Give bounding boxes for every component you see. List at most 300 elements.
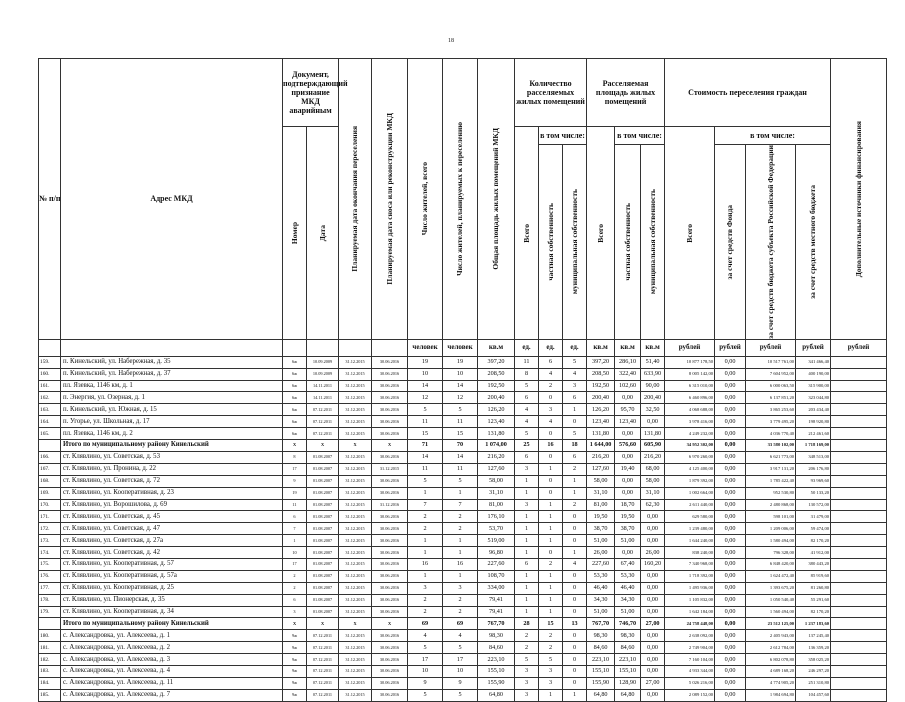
- cell-q: 2: [515, 642, 539, 654]
- cell-ce: [831, 642, 887, 654]
- cell-ce: [831, 582, 887, 594]
- cell-date: 07.12.2011: [307, 630, 339, 642]
- cell-ce: [831, 440, 887, 452]
- cell-no: 17: [283, 558, 307, 570]
- table-row: [39, 511, 887, 523]
- cell-cl: 246 297,20: [796, 665, 831, 677]
- cell-cl: 1 718 169,00: [796, 440, 831, 452]
- cell-n: [39, 440, 61, 452]
- header-doc-number: Номер: [283, 127, 307, 340]
- cell-cl: 1 237 183,60: [796, 618, 831, 630]
- cell-date: 14.11.2011: [307, 392, 339, 404]
- cell-c: 1 002 664,00: [665, 487, 715, 499]
- cell-ap: 322,40: [615, 368, 641, 380]
- cell-ap: 64,80: [615, 689, 641, 701]
- cell-cf: 0,00: [715, 404, 746, 416]
- cell-dem: 30.06.2016: [372, 558, 408, 570]
- units-row: [39, 339, 887, 356]
- header-cost-group: Стоимость переселения граждан: [665, 59, 831, 127]
- cell-end: 31.12.2015: [339, 523, 372, 535]
- cell-n: 171.: [39, 511, 61, 523]
- cell-res: 1: [408, 570, 443, 582]
- cell-ce: [831, 487, 887, 499]
- cell-dem: 30.06.2016: [372, 642, 408, 654]
- table-row: [39, 677, 887, 689]
- cell-rp: 4: [443, 630, 478, 642]
- cell-end: 31.12.2015: [339, 558, 372, 570]
- cell-q: 3: [515, 677, 539, 689]
- cell-a: 131,80: [587, 428, 615, 440]
- cell-no: 9: [283, 475, 307, 487]
- cell-dem: X: [372, 618, 408, 630]
- cell-area: 1 074,00: [478, 440, 515, 452]
- cell-qm: 1: [563, 475, 587, 487]
- table-row: [39, 582, 887, 594]
- cell-qp: 4: [539, 368, 563, 380]
- cell-addr: пл. Язевка, 1146 км, д. 2: [61, 428, 283, 440]
- cell-a: 98,30: [587, 630, 615, 642]
- cell-a: 64,80: [587, 689, 615, 701]
- unit-cell: человек: [443, 339, 478, 356]
- cell-cs: 1 984 694,80: [746, 689, 796, 701]
- table-row: [39, 475, 887, 487]
- cell-rp: 19: [443, 356, 478, 368]
- cell-res: 1: [408, 535, 443, 547]
- cell-end: 31.12.2015: [339, 594, 372, 606]
- cell-res: 2: [408, 594, 443, 606]
- cell-a: 155,10: [587, 665, 615, 677]
- cell-c: 10 877 178,50: [665, 356, 715, 368]
- cell-qp: 3: [539, 665, 563, 677]
- cell-ce: [831, 380, 887, 392]
- cell-a: 19,50: [587, 511, 615, 523]
- cell-cf: 0,00: [715, 618, 746, 630]
- cell-q: 4: [515, 404, 539, 416]
- cell-cs: 6 802 078,80: [746, 654, 796, 666]
- cell-c: 4 933 344,00: [665, 665, 715, 677]
- cell-qm: 1: [563, 689, 587, 701]
- cell-dem: 30.06.2016: [372, 368, 408, 380]
- table-row: [39, 654, 887, 666]
- cell-n: 179.: [39, 606, 61, 618]
- cell-am: 160,20: [641, 558, 665, 570]
- cell-dem: 30.06.2016: [372, 547, 408, 559]
- cell-date: X: [307, 618, 339, 630]
- cell-n: 170.: [39, 499, 61, 511]
- cell-c: 1 495 936,00: [665, 582, 715, 594]
- cell-cf: 0,00: [715, 416, 746, 428]
- cell-addr: пл. Язевка, 1146 км, д. 1: [61, 380, 283, 392]
- cell-addr: с. Александровка, ул. Алексеева, д. 1: [61, 630, 283, 642]
- cell-qp: 2: [539, 630, 563, 642]
- cell-c: 4 125 400,00: [665, 463, 715, 475]
- cell-q: 1: [515, 511, 539, 523]
- cell-rp: 11: [443, 463, 478, 475]
- table-row: [39, 356, 887, 368]
- cell-qm: 0: [563, 535, 587, 547]
- cell-qm: 13: [563, 618, 587, 630]
- cell-date: 07.12.2011: [307, 665, 339, 677]
- cell-ap: 223,10: [615, 654, 641, 666]
- cell-cs: 6 848 420,00: [746, 558, 796, 570]
- cell-end: 31.12.2015: [339, 642, 372, 654]
- cell-res: 16: [408, 558, 443, 570]
- cell-cs: 4 036 770,40: [746, 428, 796, 440]
- cell-no: X: [283, 618, 307, 630]
- cell-dem: 30.06.2016: [372, 356, 408, 368]
- cell-dem: 30.06.2016: [372, 380, 408, 392]
- cell-qm: 0: [563, 594, 587, 606]
- cell-addr: п. Кинельский, ул. Набережная, д. 37: [61, 368, 283, 380]
- cell-c: 1 718 392,00: [665, 570, 715, 582]
- cell-qm: 2: [563, 499, 587, 511]
- cell-cl: 203 434,40: [796, 404, 831, 416]
- cell-addr: ст. Клявлино, ул. Кооперативная, д. 57а: [61, 570, 283, 582]
- header-qty-municipal: муниципальная собственность: [563, 145, 587, 340]
- cell-c: 34 952 302,00: [665, 440, 715, 452]
- cell-qm: 4: [563, 558, 587, 570]
- cell-res: 5: [408, 404, 443, 416]
- cell-area: 96,80: [478, 547, 515, 559]
- header-area-total: Общая площадь жилых помещений МКД: [478, 59, 515, 340]
- cell-cs: 2 612 784,00: [746, 642, 796, 654]
- cell-cl: 323 044,80: [796, 392, 831, 404]
- cell-n: 185.: [39, 689, 61, 701]
- cell-cl: 315 900,00: [796, 380, 831, 392]
- cell-c: 4 249 232,00: [665, 428, 715, 440]
- cell-end: 31.12.2015: [339, 368, 372, 380]
- cell-cs: 2 480 868,00: [746, 499, 796, 511]
- cell-rp: 2: [443, 523, 478, 535]
- cell-ce: [831, 463, 887, 475]
- cell-dem: 30.06.2016: [372, 594, 408, 606]
- unit-cell: кв.м: [615, 339, 641, 356]
- cell-qp: 3: [539, 677, 563, 689]
- cell-ap: 0,00: [615, 451, 641, 463]
- cell-qm: 0: [563, 511, 587, 523]
- cell-dem: 30.06.2016: [372, 404, 408, 416]
- cell-addr: п. Кинельский, ул. Южная, д. 15: [61, 404, 283, 416]
- cell-end: 31.12.2015: [339, 380, 372, 392]
- cell-cf: 0,00: [715, 428, 746, 440]
- cell-q: 11: [515, 356, 539, 368]
- cell-am: 62,30: [641, 499, 665, 511]
- cell-qp: 2: [539, 380, 563, 392]
- header-cost-fund: за счет средств Фонда: [715, 145, 746, 340]
- cell-qm: 18: [563, 440, 587, 452]
- cell-cl: 341 466,40: [796, 356, 831, 368]
- cell-dem: 30.06.2016: [372, 606, 408, 618]
- page-number: 18: [448, 38, 454, 44]
- cell-no: 9ж: [283, 654, 307, 666]
- cell-am: 216,20: [641, 451, 665, 463]
- cell-q: 4: [515, 416, 539, 428]
- cell-am: 0,00: [641, 570, 665, 582]
- table-row: [39, 416, 887, 428]
- cell-res: 5: [408, 475, 443, 487]
- cell-area: 123,40: [478, 416, 515, 428]
- cell-ce: [831, 558, 887, 570]
- cell-a: 51,00: [587, 606, 615, 618]
- unit-cell: рублей: [796, 339, 831, 356]
- cell-res: 14: [408, 451, 443, 463]
- cell-cf: 0,00: [715, 558, 746, 570]
- cell-q: 1: [515, 582, 539, 594]
- cell-rp: 12: [443, 392, 478, 404]
- cell-rp: 10: [443, 368, 478, 380]
- table-row: [39, 606, 887, 618]
- cell-cf: 0,00: [715, 475, 746, 487]
- cell-qm: 5: [563, 356, 587, 368]
- cell-date: 01.08.2007: [307, 547, 339, 559]
- cell-ap: 38,70: [615, 523, 641, 535]
- cell-no: 6ж: [283, 404, 307, 416]
- cell-area: 208,50: [478, 368, 515, 380]
- cell-no: 6ж: [283, 428, 307, 440]
- cell-addr: ст. Клявлино, ул. Кооперативная, д. 57: [61, 558, 283, 570]
- cell-addr: ст. Клявлино, ул. Пронина, д. 22: [61, 463, 283, 475]
- cell-area: 767,70: [478, 618, 515, 630]
- cell-end: 31.12.2015: [339, 511, 372, 523]
- cell-res: 9: [408, 677, 443, 689]
- cell-a: 34,30: [587, 594, 615, 606]
- cell-cf: 0,00: [715, 535, 746, 547]
- cell-ce: [831, 451, 887, 463]
- cell-ap: 84,60: [615, 642, 641, 654]
- cell-addr: ст. Клявлино, ул. Советская, д. 42: [61, 547, 283, 559]
- cell-rp: 2: [443, 606, 478, 618]
- cell-cf: 0,00: [715, 499, 746, 511]
- cell-no: 6ж: [283, 380, 307, 392]
- cell-n: 162.: [39, 392, 61, 404]
- cell-n: 178.: [39, 594, 61, 606]
- cell-end: 31.12.2015: [339, 392, 372, 404]
- cell-am: 633,90: [641, 368, 665, 380]
- cell-end: 31.12.2015: [339, 677, 372, 689]
- cell-no: X: [283, 440, 307, 452]
- cell-ap: 51,00: [615, 606, 641, 618]
- cell-ap: 0,00: [615, 428, 641, 440]
- cell-date: 07.12.2011: [307, 642, 339, 654]
- cell-c: 838 240,00: [665, 547, 715, 559]
- cell-addr: с. Александровка, ул. Алексеева, д. 4: [61, 665, 283, 677]
- unit-cell: ед.: [515, 339, 539, 356]
- cell-c: 2 611 440,00: [665, 499, 715, 511]
- cell-c: 7 160 104,00: [665, 654, 715, 666]
- cell-cl: 137 245,40: [796, 630, 831, 642]
- cell-c: 1 879 392,00: [665, 475, 715, 487]
- cell-n: 183.: [39, 665, 61, 677]
- cell-addr: с. Александровка, ул. Алексеева, д. 3: [61, 654, 283, 666]
- cell-res: 7: [408, 499, 443, 511]
- cell-rp: 2: [443, 511, 478, 523]
- table-row: [39, 428, 887, 440]
- cell-cs: 1 580 494,00: [746, 535, 796, 547]
- cell-ce: [831, 570, 887, 582]
- cell-dem: 30.06.2016: [372, 654, 408, 666]
- header-residents-planned: Число жителей, планируемых к переселению: [443, 59, 478, 340]
- header-qty-group: Количество расселяемых жилых помещений: [515, 59, 587, 127]
- cell-res: 2: [408, 523, 443, 535]
- cell-res: 1: [408, 547, 443, 559]
- cell-dem: 30.06.2016: [372, 523, 408, 535]
- cell-date: 07.12.2011: [307, 404, 339, 416]
- cell-a: 38,70: [587, 523, 615, 535]
- cell-ap: 34,30: [615, 594, 641, 606]
- cell-ce: [831, 594, 887, 606]
- cell-c: 7 340 968,00: [665, 558, 715, 570]
- cell-n: 161.: [39, 380, 61, 392]
- cell-a: 127,60: [587, 463, 615, 475]
- cell-q: 3: [515, 499, 539, 511]
- cell-q: 3: [515, 689, 539, 701]
- cell-end: 31.12.2015: [339, 499, 372, 511]
- cell-q: 25: [515, 440, 539, 452]
- cell-rp: 5: [443, 642, 478, 654]
- cell-date: 10.09.2009: [307, 356, 339, 368]
- cell-cl: 358 025,20: [796, 654, 831, 666]
- cell-n: 177.: [39, 582, 61, 594]
- cell-cf: 0,00: [715, 451, 746, 463]
- cell-a: 216,20: [587, 451, 615, 463]
- cell-am: 0,00: [641, 606, 665, 618]
- header-area-sum: Всего: [587, 127, 615, 340]
- cell-qp: 1: [539, 689, 563, 701]
- cell-c: 6 970 260,00: [665, 451, 715, 463]
- cell-cf: 0,00: [715, 677, 746, 689]
- cell-area: 53,70: [478, 523, 515, 535]
- cell-cl: 85 919,60: [796, 570, 831, 582]
- cell-addr: ст. Клявлино, ул. Советская, д. 53: [61, 451, 283, 463]
- cell-res: 5: [408, 642, 443, 654]
- header-residents: Число жителей, всего: [408, 59, 443, 340]
- cell-cf: 0,00: [715, 594, 746, 606]
- cell-ap: 19,40: [615, 463, 641, 475]
- cell-end: 31.12.2015: [339, 535, 372, 547]
- cell-am: 90,00: [641, 380, 665, 392]
- cell-addr: с. Александровка, ул. Алексеева, д. 2: [61, 642, 283, 654]
- cell-rp: 69: [443, 618, 478, 630]
- cell-cf: 0,00: [715, 570, 746, 582]
- cell-res: 10: [408, 665, 443, 677]
- cell-dem: 30.06.2016: [372, 630, 408, 642]
- cell-am: 0,00: [641, 654, 665, 666]
- cell-c: 2 638 092,00: [665, 630, 715, 642]
- cell-res: 5: [408, 689, 443, 701]
- table-row: [39, 451, 887, 463]
- cell-c: 6 460 896,00: [665, 392, 715, 404]
- cell-qm: 6: [563, 392, 587, 404]
- cell-qp: 0: [539, 475, 563, 487]
- cell-area: 108,70: [478, 570, 515, 582]
- cell-q: 1: [515, 594, 539, 606]
- cell-end: X: [339, 440, 372, 452]
- cell-date: 07.12.2011: [307, 416, 339, 428]
- cell-qp: 6: [539, 356, 563, 368]
- cell-area: 98,30: [478, 630, 515, 642]
- cell-cs: 6 137 851,20: [746, 392, 796, 404]
- cell-end: 31.12.2015: [339, 606, 372, 618]
- cell-addr: ст. Клявлино, ул. Кооперативная, д. 34: [61, 606, 283, 618]
- cell-ap: 95,70: [615, 404, 641, 416]
- cell-am: 27,00: [641, 677, 665, 689]
- cell-ap: 286,10: [615, 356, 641, 368]
- cell-c: 1 642 184,00: [665, 606, 715, 618]
- cell-cf: 0,00: [715, 689, 746, 701]
- cell-cl: 206 176,80: [796, 463, 831, 475]
- cell-n: 167.: [39, 463, 61, 475]
- cell-dem: 30.06.2016: [372, 677, 408, 689]
- header-area-group: Расселяемая площадь жилых помещений: [587, 59, 665, 127]
- cell-dem: 30.06.2016: [372, 475, 408, 487]
- cell-c: 629 580,00: [665, 511, 715, 523]
- cell-am: 0,00: [641, 594, 665, 606]
- cell-no: 6: [283, 594, 307, 606]
- cell-ap: 46,40: [615, 582, 641, 594]
- cell-q: 6: [515, 392, 539, 404]
- cell-a: 155,90: [587, 677, 615, 689]
- table-row: [39, 380, 887, 392]
- cell-cl: 31 479,00: [796, 511, 831, 523]
- cell-q: 2: [515, 630, 539, 642]
- cell-qp: 1: [539, 463, 563, 475]
- cell-qm: 0: [563, 606, 587, 618]
- unit-cell: кв.м: [587, 339, 615, 356]
- total-row: [39, 440, 887, 452]
- cell-ap: 102,60: [615, 380, 641, 392]
- cell-ce: [831, 547, 887, 559]
- cell-ce: [831, 416, 887, 428]
- cell-cl: 41 912,00: [796, 547, 831, 559]
- cell-no: 9ж: [283, 630, 307, 642]
- table-row: [39, 689, 887, 701]
- cell-cl: 400 190,00: [796, 368, 831, 380]
- cell-dem: 30.06.2016: [372, 689, 408, 701]
- cell-end: 31.12.2015: [339, 356, 372, 368]
- cell-date: 01.08.2007: [307, 523, 339, 535]
- cell-date: 01.08.2007: [307, 570, 339, 582]
- cell-a: 397,20: [587, 356, 615, 368]
- cell-cl: 59 474,00: [796, 523, 831, 535]
- cell-ce: [831, 475, 887, 487]
- cell-addr: п. Угорье, ул. Школьная, д. 17: [61, 416, 283, 428]
- cell-ap: 746,70: [615, 618, 641, 630]
- cell-area: 334,00: [478, 582, 515, 594]
- cell-qm: 0: [563, 582, 587, 594]
- cell-area: 58,00: [478, 475, 515, 487]
- cell-cf: 0,00: [715, 356, 746, 368]
- cell-am: 58,00: [641, 475, 665, 487]
- cell-qm: 0: [563, 523, 587, 535]
- cell-cf: 0,00: [715, 511, 746, 523]
- cell-a: 53,30: [587, 570, 615, 582]
- cell-addr: п. Энергия, ул. Озерная, д. 1: [61, 392, 283, 404]
- cell-a: 1 644,00: [587, 440, 615, 452]
- cell-am: 200,40: [641, 392, 665, 404]
- header-area-private: частная собственность: [615, 145, 641, 340]
- cell-area: 131,80: [478, 428, 515, 440]
- cell-addr: ст. Клявлино, ул. Пионерская, д. 35: [61, 594, 283, 606]
- cell-n: [39, 618, 61, 630]
- table-row: [39, 368, 887, 380]
- cell-res: 71: [408, 440, 443, 452]
- cell-a: 81,00: [587, 499, 615, 511]
- cell-qp: 0: [539, 451, 563, 463]
- cell-cf: 0,00: [715, 606, 746, 618]
- cell-cl: 136 359,20: [796, 642, 831, 654]
- cell-cl: 81 260,80: [796, 582, 831, 594]
- cell-area: 192,50: [478, 380, 515, 392]
